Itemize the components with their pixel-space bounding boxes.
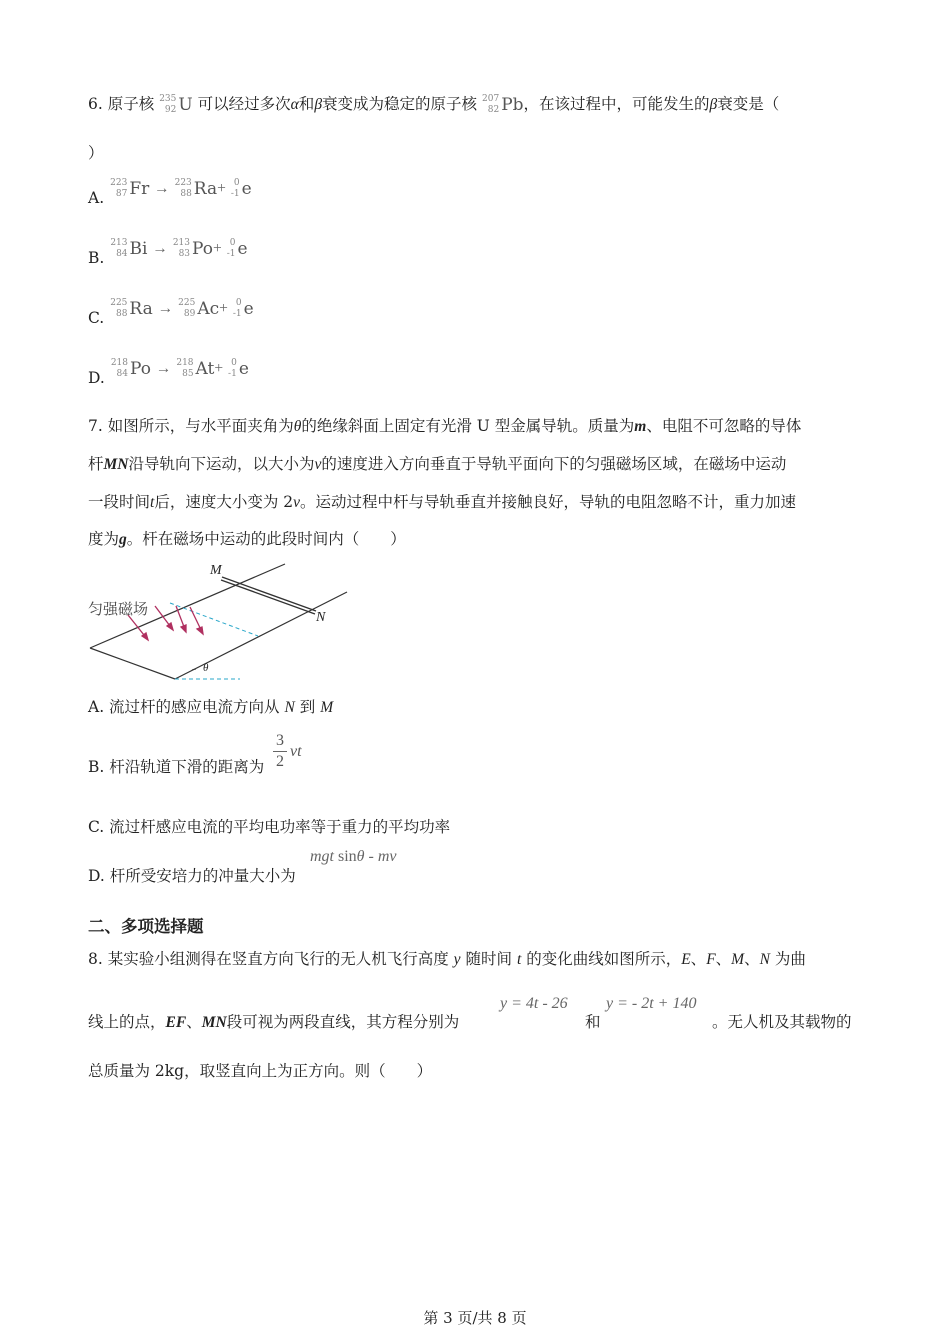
decay-equation: 225 88 Ra → 225 89 Ac+ 0 -1 e (110, 298, 254, 319)
nuclide: 223 88 Ra (174, 178, 218, 199)
option-label: C. (88, 309, 105, 327)
q6-stem: 6. 原子核 235 92 U 可以经过多次α和β衰变成为稳定的原子核 207 82 Pb，在该过程中，可能发生的β衰变是（ (88, 94, 780, 115)
q7-option-d[interactable]: D. 杆所受安培力的冲量大小为 (88, 867, 296, 885)
nuclide: 213 83 Po (172, 238, 213, 259)
q6-option-a[interactable] (88, 178, 252, 207)
fig-label-theta: θ (203, 662, 209, 674)
q6-option-b[interactable] (88, 238, 248, 267)
nuclide-pb: 207 82 Pb (482, 94, 524, 115)
option-label: B. (88, 249, 105, 267)
nuclide: 0 -1 e (230, 178, 252, 199)
vt-symbol: vt (290, 743, 302, 760)
page-footer: 第 3 页/共 8 页 (423, 1309, 527, 1327)
incline-edge-bottom (90, 648, 175, 679)
q7-line3: 一段时间t后，速度大小变为 2v。运动过程中杆与导轨垂直并接触良好，导轨的电阻忽略不计，重力加速 (88, 493, 797, 511)
nuclide: 225 89 Ac (178, 298, 220, 319)
equation-ef: y = 4t - 26 (500, 995, 568, 1012)
q7-option-a[interactable]: A. 流过杆的感应电流方向从 N 到 M (88, 698, 334, 716)
q7-line2: 杆MN沿导轨向下运动，以大小为v的速度进入方向垂直于导轨平面向下的匀强磁场区域，在磁场中运动 (88, 455, 787, 473)
rod-mn-b (221, 580, 315, 614)
q8-line3: 总质量为 2kg，取竖直向上为正方向。则（ ） (88, 1062, 433, 1080)
q6-option-c[interactable] (88, 298, 254, 327)
angle-arc (192, 669, 196, 670)
nuclide: 218 85 At (176, 358, 215, 379)
decay-equation: 213 84 Bi → 213 83 Po+ 0 -1 e (110, 238, 248, 259)
rod-mn-a (222, 577, 316, 611)
q8-he: 和 (585, 1013, 601, 1031)
nuclide: 0 -1 e (226, 238, 248, 259)
fig-label-n: N (316, 610, 326, 625)
field-arrowhead (197, 627, 203, 634)
nuclide: 225 88 Ra (110, 298, 153, 319)
nuclide: 0 -1 e (232, 298, 254, 319)
option-label: A. (88, 189, 105, 207)
impulse-formula: mgt sinθ - mv (310, 848, 397, 865)
q6-option-d[interactable] (88, 358, 249, 387)
nuclide-u: 235 92 U (159, 94, 193, 115)
nuclide: 218 84 Po (110, 358, 151, 379)
decay-equation: 223 87 Fr → 223 88 Ra+ 0 -1 e (110, 178, 252, 199)
section-title: 二、多项选择题 (88, 917, 204, 936)
q7-line4: 度为g。杆在磁场中运动的此段时间内（ ） (88, 530, 406, 548)
q8-line2b: 。无人机及其载物的 (712, 1013, 852, 1031)
fig-label-field: 匀强磁场 (88, 600, 149, 618)
q8-line2a: 线上的点，EF、MN段可视为两段直线，其方程分别为 (88, 1013, 460, 1031)
field-boundary (170, 603, 258, 636)
nuclide: 0 -1 e (228, 358, 249, 379)
equation-mn: y = - 2t + 140 (606, 995, 697, 1012)
q7-option-b[interactable]: B. 杆沿轨道下滑的距离为 (88, 758, 265, 776)
q7-line1: 7. 如图所示，与水平面夹角为θ的绝缘斜面上固定有光滑 U 型金属导轨。质量为m、电阻不可忽略的导体 (88, 417, 802, 435)
nuclide: 223 87 Fr (110, 178, 150, 199)
option-label: D. (88, 369, 105, 387)
q6-close-paren: ） (88, 144, 104, 162)
nuclide: 213 84 Bi (110, 238, 148, 259)
field-arrowhead (181, 625, 186, 632)
q7-option-c[interactable]: C. 流过杆感应电流的平均电功率等于重力的平均功率 (88, 818, 451, 836)
fraction-3-2: 3 2 (273, 732, 287, 771)
rail-lower (175, 592, 347, 679)
q8-line1: 8. 某实验小组测得在竖直方向飞行的无人机飞行高度 y 随时间 t 的变化曲线如图所示，E、F、M、N 为曲 (88, 950, 806, 968)
fig-label-m: M (210, 563, 222, 578)
decay-equation: 218 84 Po → 218 85 At+ 0 -1 e (110, 358, 249, 379)
